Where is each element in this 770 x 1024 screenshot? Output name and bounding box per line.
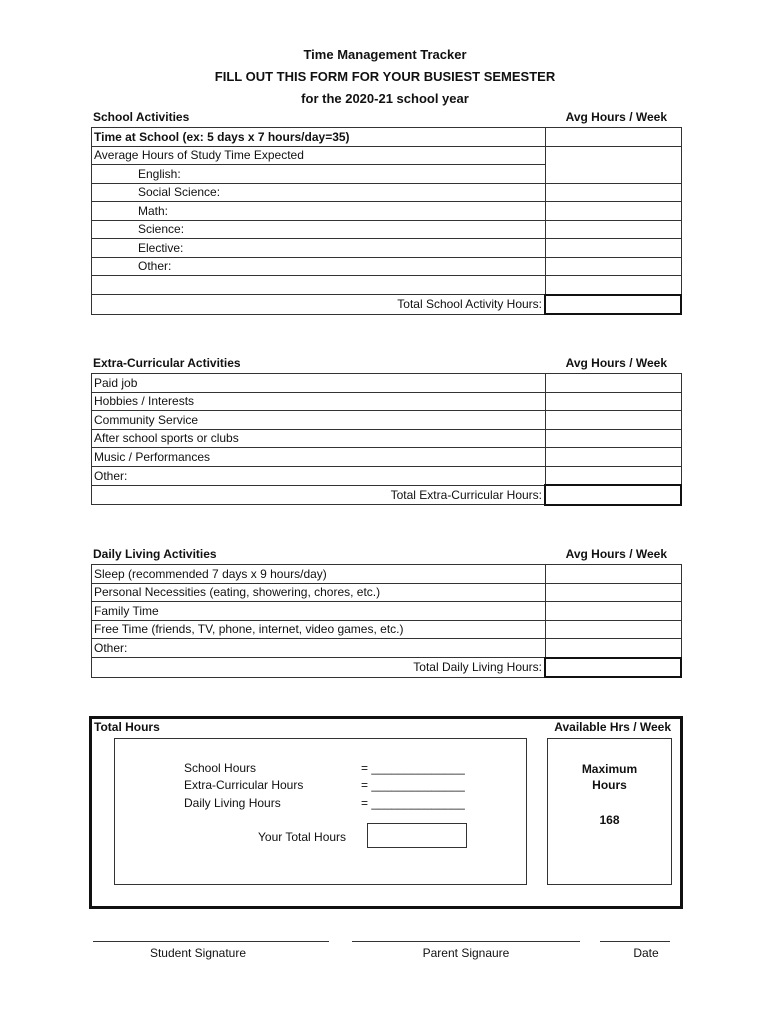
daily-activities-table [91,564,682,678]
table-row [92,146,682,165]
science-input[interactable] [545,220,681,239]
table-row [92,202,682,221]
table-row [92,183,682,202]
activity-label: Free Time (friends, TV, phone, internet, video games, etc.) [92,620,546,639]
table-row [92,128,682,147]
extra-column-header: Avg Hours / Week [565,356,667,370]
time-at-school-label: Time at School (ex: 5 days x 7 hours/day=35) [92,128,546,147]
table-row [92,466,682,485]
daily-column-header: Avg Hours / Week [565,547,667,561]
table-row [92,565,682,584]
extra-total-input[interactable] [545,485,681,505]
activity-input[interactable] [545,639,681,658]
your-total-hours-input[interactable] [367,823,467,848]
activity-label: Personal Necessities (eating, showering, chores, etc.) [92,583,546,602]
extra-activities-table [91,373,682,506]
social-science-input[interactable] [545,183,681,202]
school-total-input[interactable] [545,295,681,315]
activity-input[interactable] [545,466,681,485]
elective-input[interactable] [545,239,681,258]
subject-label: English: [92,165,546,184]
maximum-hours-box [547,738,672,885]
school-hours-label: School Hours [184,761,257,775]
activity-label: After school sports or clubs [92,429,546,448]
table-row [92,374,682,393]
form-year-line: for the 2020-21 school year [301,91,469,106]
table-row [92,639,682,658]
daily-total-input[interactable] [545,658,681,678]
parent-signature-label: Parent Signaure [422,946,510,960]
available-hours-header: Available Hrs / Week [554,720,671,734]
blank-row [92,276,546,295]
subject-label: Social Science: [92,183,546,202]
form-title: Time Management Tracker [303,47,467,62]
activity-label: Sleep (recommended 7 days x 9 hours/day) [92,565,546,584]
total-hours-title: Total Hours [94,720,160,734]
activity-label: Community Service [92,411,546,430]
form-subtitle: FILL OUT THIS FORM FOR YOUR BUSIEST SEMESTER [214,69,556,84]
activity-label: Other: [92,466,546,485]
table-row [92,392,682,411]
activity-label: Paid job [92,374,546,393]
parent-signature-line[interactable] [352,941,580,942]
table-row [92,220,682,239]
math-input[interactable] [545,202,681,221]
table-row [92,429,682,448]
table-row [92,257,682,276]
date-line[interactable] [600,941,670,942]
table-row [92,583,682,602]
time-at-school-input[interactable] [545,128,681,147]
school-activities-table [91,127,682,315]
activity-input[interactable] [545,620,681,639]
daily-hours-blank[interactable]: = ______________ [361,796,465,810]
table-row [92,411,682,430]
activity-label: Music / Performances [92,448,546,467]
table-row [92,620,682,639]
table-row [92,448,682,467]
school-hours-blank[interactable]: = ______________ [361,761,465,775]
extra-hours-label: Extra-Curricular Hours [184,778,304,792]
subject-label: Science: [92,220,546,239]
activity-label: Hobbies / Interests [92,392,546,411]
blank-input[interactable] [545,276,681,295]
activity-input[interactable] [545,602,681,621]
extra-hours-blank[interactable]: = ______________ [361,778,465,792]
activity-input[interactable] [545,374,681,393]
activity-input[interactable] [545,448,681,467]
activity-input[interactable] [545,565,681,584]
school-column-header: Avg Hours / Week [565,110,667,124]
other-input[interactable] [545,257,681,276]
school-total-label: Total School Activity Hours: [92,295,546,315]
activity-input[interactable] [545,411,681,430]
hours-label: Hours [592,778,627,792]
extra-total-label: Total Extra-Curricular Hours: [92,485,546,505]
table-row [92,239,682,258]
table-row [92,602,682,621]
daily-section-title: Daily Living Activities [93,547,217,561]
daily-total-label: Total Daily Living Hours: [92,658,546,678]
daily-hours-label: Daily Living Hours [184,796,281,810]
hours-summary-box [114,738,527,885]
study-heading: Average Hours of Study Time Expected [92,146,546,165]
date-label: Date [633,946,659,960]
table-row [92,658,682,678]
subject-label: Other: [92,257,546,276]
activity-input[interactable] [545,583,681,602]
school-section-title: School Activities [93,110,190,124]
activity-input[interactable] [545,429,681,448]
table-row [92,485,682,505]
maximum-hours-value: 168 [599,813,620,827]
table-row [92,295,682,315]
student-signature-label: Student Signature [149,946,247,960]
study-input[interactable] [545,146,681,183]
your-total-hours-label: Your Total Hours [258,830,347,844]
activity-label: Family Time [92,602,546,621]
activity-label: Other: [92,639,546,658]
subject-label: Elective: [92,239,546,258]
student-signature-line[interactable] [93,941,329,942]
subject-label: Math: [92,202,546,221]
extra-section-title: Extra-Curricular Activities [93,356,241,370]
maximum-label: Maximum [581,762,638,776]
activity-input[interactable] [545,392,681,411]
table-row [92,276,682,295]
